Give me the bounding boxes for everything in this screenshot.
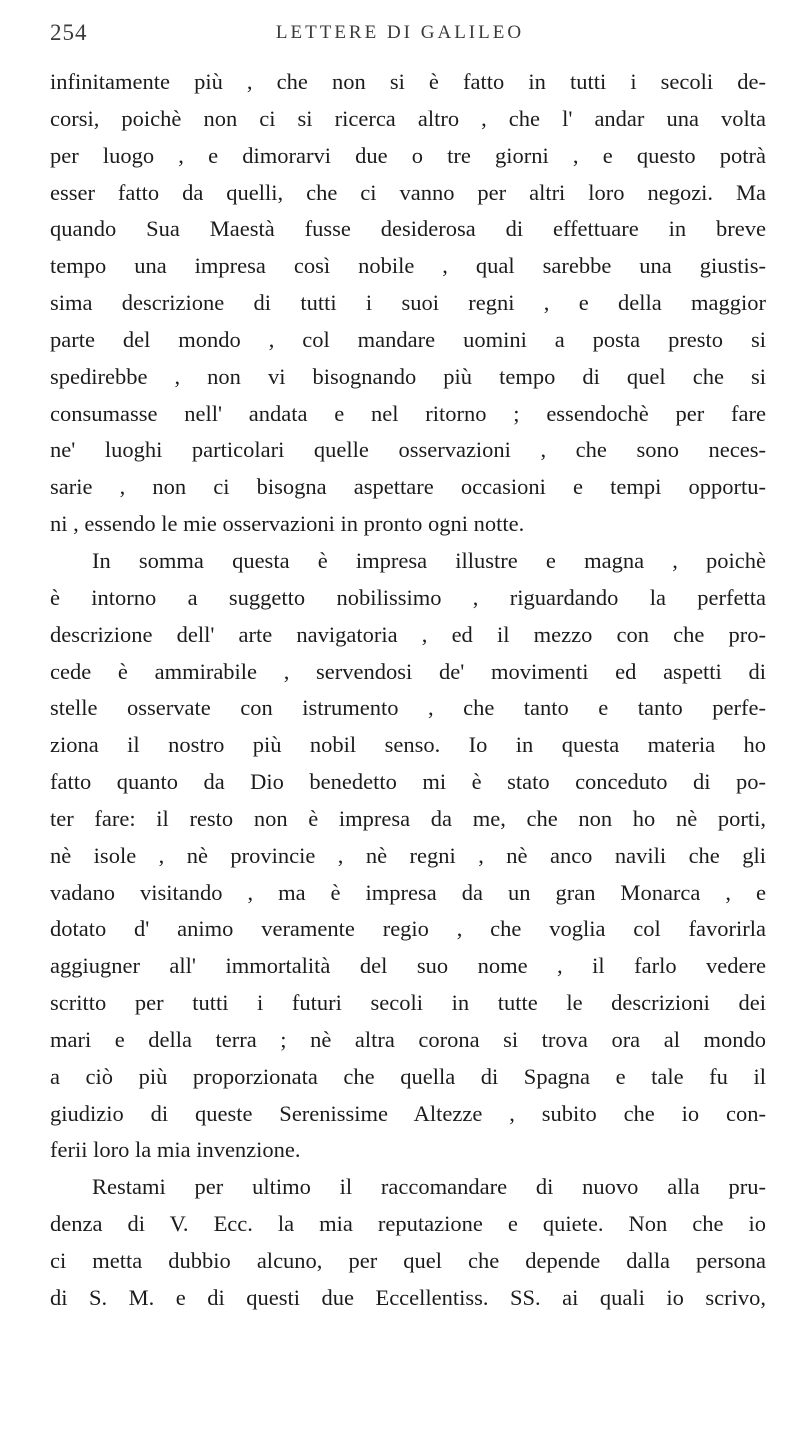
- text-line: In somma questa è impresa illustre e magna , poichè: [92, 547, 766, 573]
- body-text: [50, 64, 766, 1317]
- text-line: fatto quanto da Dio benedetto mi è stato conceduto di po-: [50, 769, 766, 795]
- text-line: scritto per tutti i futuri secoli in tutte le descrizioni dei: [50, 990, 766, 1016]
- text-line: vadano visitando , ma è impresa da un gran Monarca , e: [50, 879, 766, 905]
- text-line: corsi, poichè non ci si ricerca altro , che l' andar una volta: [50, 105, 766, 131]
- text-line: tempo una impresa così nobile , qual sarebbe una giustis-: [50, 253, 766, 279]
- text-line: ter fare: il resto non è impresa da me, che non ho nè porti,: [50, 805, 766, 831]
- text-line: per luogo , e dimorarvi due o tre giorni , e questo potrà: [50, 142, 766, 168]
- text-line: ne' luoghi particolari quelle osservazioni , che sono neces-: [50, 437, 766, 463]
- text-line: parte del mondo , col mandare uomini a posta presto si: [50, 326, 766, 352]
- text-line: giudizio di queste Serenissime Altezze , subito che io con-: [50, 1100, 766, 1126]
- text-line: dotato d' animo veramente regio , che voglia col favorirla: [50, 916, 766, 942]
- text-line: di S. M. e di questi due Eccellentiss. SS. ai quali io scrivo,: [50, 1284, 766, 1310]
- text-line: denza di V. Ecc. la mia reputazione e quiete. Non che io: [50, 1211, 766, 1237]
- text-line: nè isole , nè provincie , nè regni , nè anco navili che gli: [50, 842, 766, 868]
- text-line: sima descrizione di tutti i suoi regni , e della maggior: [50, 290, 766, 316]
- text-line: ziona il nostro più nobil senso. Io in questa materia ho: [50, 732, 766, 758]
- text-line: stelle osservate con istrumento , che tanto e tanto perfe-: [50, 695, 766, 721]
- page-header: [0, 20, 800, 52]
- text-line: a ciò più proporzionata che quella di Spagna e tale fu il: [50, 1063, 766, 1089]
- text-line: ferii loro la mia invenzione.: [50, 1137, 301, 1163]
- text-line: cede è ammirabile , servendosi de' movimenti ed aspetti di: [50, 658, 766, 684]
- text-line: ni , essendo le mie osservazioni in pronto ogni notte.: [50, 511, 525, 537]
- text-line: sarie , non ci bisogna aspettare occasioni e tempi opportu-: [50, 474, 766, 500]
- page-number: 254: [50, 20, 88, 45]
- text-line: mari e della terra ; nè altra corona si trova ora al mondo: [50, 1026, 766, 1052]
- running-head: LETTERE DI GALILEO: [275, 22, 525, 43]
- text-line: infinitamente più , che non si è fatto in tutti i secoli de-: [50, 69, 766, 94]
- text-line: consumasse nell' andata e nel ritorno ; essendochè per fare: [50, 400, 766, 426]
- text-line: ci metta dubbio alcuno, per quel che depende dalla persona: [50, 1248, 766, 1273]
- text-line: quando Sua Maestà fusse desiderosa di effettuare in breve: [50, 216, 766, 242]
- text-line: esser fatto da quelli, che ci vanno per altri loro negozi. Ma: [50, 179, 766, 205]
- text-line: Restami per ultimo il raccomandare di nuovo alla pru-: [92, 1174, 766, 1200]
- text-line: è intorno a suggetto nobilissimo , riguardando la perfetta: [50, 584, 766, 610]
- text-line: aggiugner all' immortalità del suo nome , il farlo vedere: [50, 953, 766, 979]
- text-line: spedirebbe , non vi bisognando più tempo di quel che si: [50, 363, 766, 389]
- text-line: descrizione dell' arte navigatoria , ed il mezzo con che pro-: [50, 621, 766, 647]
